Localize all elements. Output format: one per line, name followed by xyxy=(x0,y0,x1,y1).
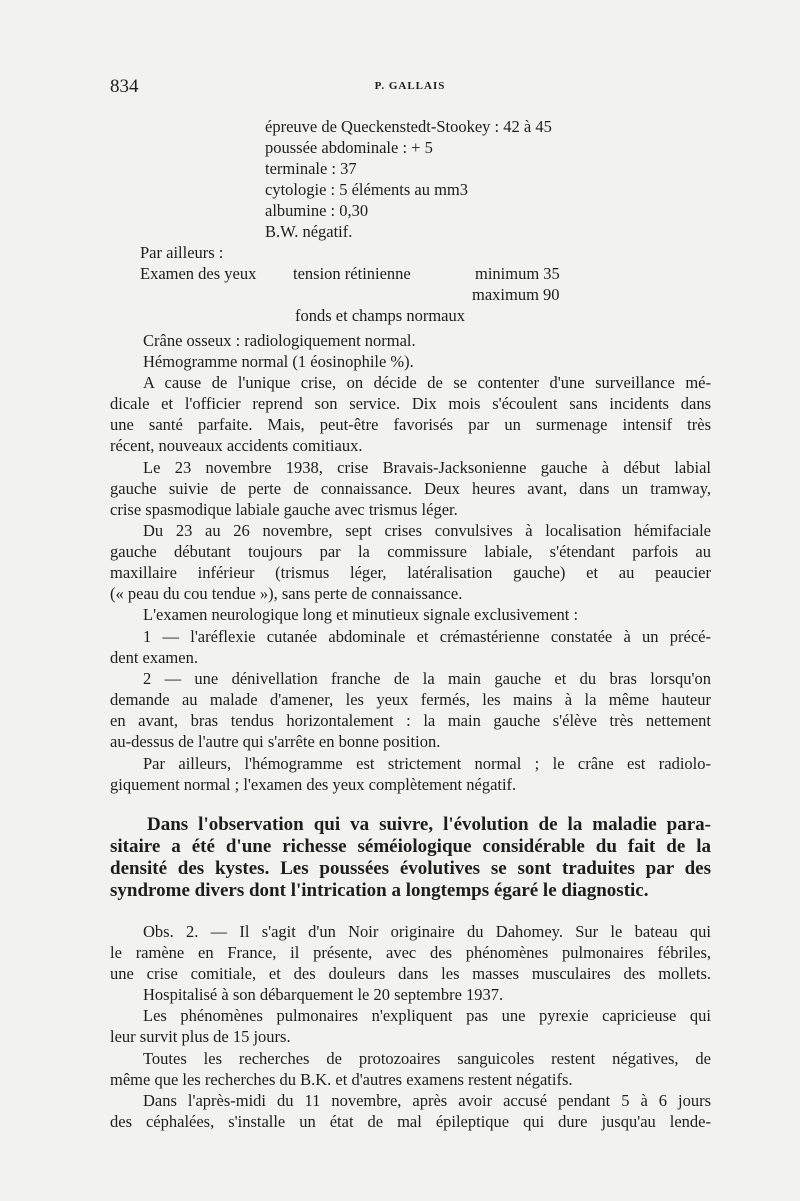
bold-summary-line: sitaire a été d'une richesse séméiologique considérable du fait de la xyxy=(110,836,711,857)
running-title: P. GALLAIS xyxy=(374,80,446,92)
bold-summary-line: Dans l'observation qui va suivre, l'évolution de la maladie para- xyxy=(147,814,711,835)
paragraph-line: (« peau du cou tendue »), sans perte de connaissance. xyxy=(110,584,463,603)
paragraph-line: crise spasmodique labiale gauche avec trismus léger. xyxy=(110,500,458,519)
lab-line: cytologie : 5 éléments au mm3 xyxy=(265,180,468,199)
paragraph-line: en avant, bras tendus horizontalement : la main gauche s'élève très nettement xyxy=(110,711,711,730)
paragraph-line: maxillaire inférieur (trismus léger, latéralisation gauche) et au peaucier xyxy=(110,563,711,582)
lab-line: terminale : 37 xyxy=(265,159,357,178)
paragraph-line: leur survit plus de 15 jours. xyxy=(110,1027,291,1046)
lab-line: albumine : 0,30 xyxy=(265,201,369,220)
page-header xyxy=(110,76,710,98)
paragraph-line: une santé parfaite. Mais, peut-être favorisés par un surmenage intensif très xyxy=(110,415,711,434)
lab-line: poussée abdominale : + 5 xyxy=(265,138,433,157)
paragraph-line: dicale et l'officier reprend son service. Dix mois s'écoulent sans incidents dans xyxy=(110,394,711,413)
bold-summary-line: densité des kystes. Les poussées évolutives se sont traduites par des xyxy=(110,858,711,879)
paragraph-line: A cause de l'unique crise, on décide de se contenter d'une surveillance mé- xyxy=(143,373,711,392)
par-ailleurs-label: Par ailleurs : xyxy=(140,243,224,262)
paragraph-line: Par ailleurs, l'hémogramme est strictement normal ; le crâne est radiolo- xyxy=(143,754,711,773)
paragraph-line: Hospitalisé à son débarquement le 20 septembre 1937. xyxy=(143,985,504,1004)
paragraph-line: Toutes les recherches de protozoaires sanguicoles restent négatives, de xyxy=(143,1049,711,1068)
lab-line: B.W. négatif. xyxy=(265,222,353,241)
bold-summary-line: syndrome divers dont l'intrication a longtemps égaré le diagnostic. xyxy=(110,880,649,901)
paragraph-line: L'examen neurologique long et minutieux signale exclusivement : xyxy=(143,605,579,624)
paragraph-line: Les phénomènes pulmonaires n'expliquent pas une pyrexie capricieuse qui xyxy=(143,1006,711,1025)
paragraph-line: demande au malade d'amener, les yeux fermés, les mains à la même hauteur xyxy=(110,690,711,709)
observation-line: une crise comitiale, et des douleurs dans les masses musculaires des mollets. xyxy=(110,964,711,983)
paragraph-line: 2 — une dénivellation franche de la main gauche et du bras lorsqu'on xyxy=(143,669,711,688)
paragraph-line: au-dessus de l'autre qui s'arrête en bonne position. xyxy=(110,732,441,751)
hemogram-line: Hémogramme normal (1 éosinophile %). xyxy=(143,352,414,371)
paragraph-line: Dans l'après-midi du 11 novembre, après avoir accusé pendant 5 à 6 jours xyxy=(143,1091,711,1110)
paragraph-line: récent, nouveaux accidents comitiaux. xyxy=(110,436,363,455)
paragraph-line: gauche débutant toujours par la commissure labiale, s'étendant parfois au xyxy=(110,542,711,561)
eyes-maximum: maximum 90 xyxy=(472,285,560,304)
paragraph-line: Du 23 au 26 novembre, sept crises convulsives à localisation hémifaciale xyxy=(143,521,711,540)
eyes-exam-label: Examen des yeux xyxy=(140,264,257,283)
lab-line: épreuve de Queckenstedt-Stookey : 42 à 45 xyxy=(265,117,552,136)
paragraph-line: giquement normal ; l'examen des yeux complètement négatif. xyxy=(110,775,517,794)
eyes-fonds: fonds et champs normaux xyxy=(295,306,466,325)
eyes-minimum: minimum 35 xyxy=(475,264,560,283)
paragraph-line: Le 23 novembre 1938, crise Bravais-Jacksonienne gauche à début labial xyxy=(143,458,711,477)
paragraph-line: gauche suivie de perte de connaissance. Deux heures avant, dans un tramway, xyxy=(110,479,711,498)
observation-line: Obs. 2. — Il s'agit d'un Noir originaire du Dahomey. Sur le bateau qui xyxy=(143,922,711,941)
paragraph-line: même que les recherches du B.K. et d'autres examens restent négatifs. xyxy=(110,1070,573,1089)
paragraph-line: des céphalées, s'installe un état de mal épileptique qui dure jusqu'au lende- xyxy=(110,1112,711,1131)
paragraph-line: 1 — l'aréflexie cutanée abdominale et crémastérienne constatée à un précé- xyxy=(143,627,711,646)
page-number: 834 xyxy=(110,76,139,97)
observation-line: le ramène en France, il présente, avec des phénomènes pulmonaires fébriles, xyxy=(110,943,711,962)
eyes-tension: tension rétinienne xyxy=(293,264,411,283)
paragraph-line: dent examen. xyxy=(110,648,198,667)
crane-line: Crâne osseux : radiologiquement normal. xyxy=(143,331,416,350)
